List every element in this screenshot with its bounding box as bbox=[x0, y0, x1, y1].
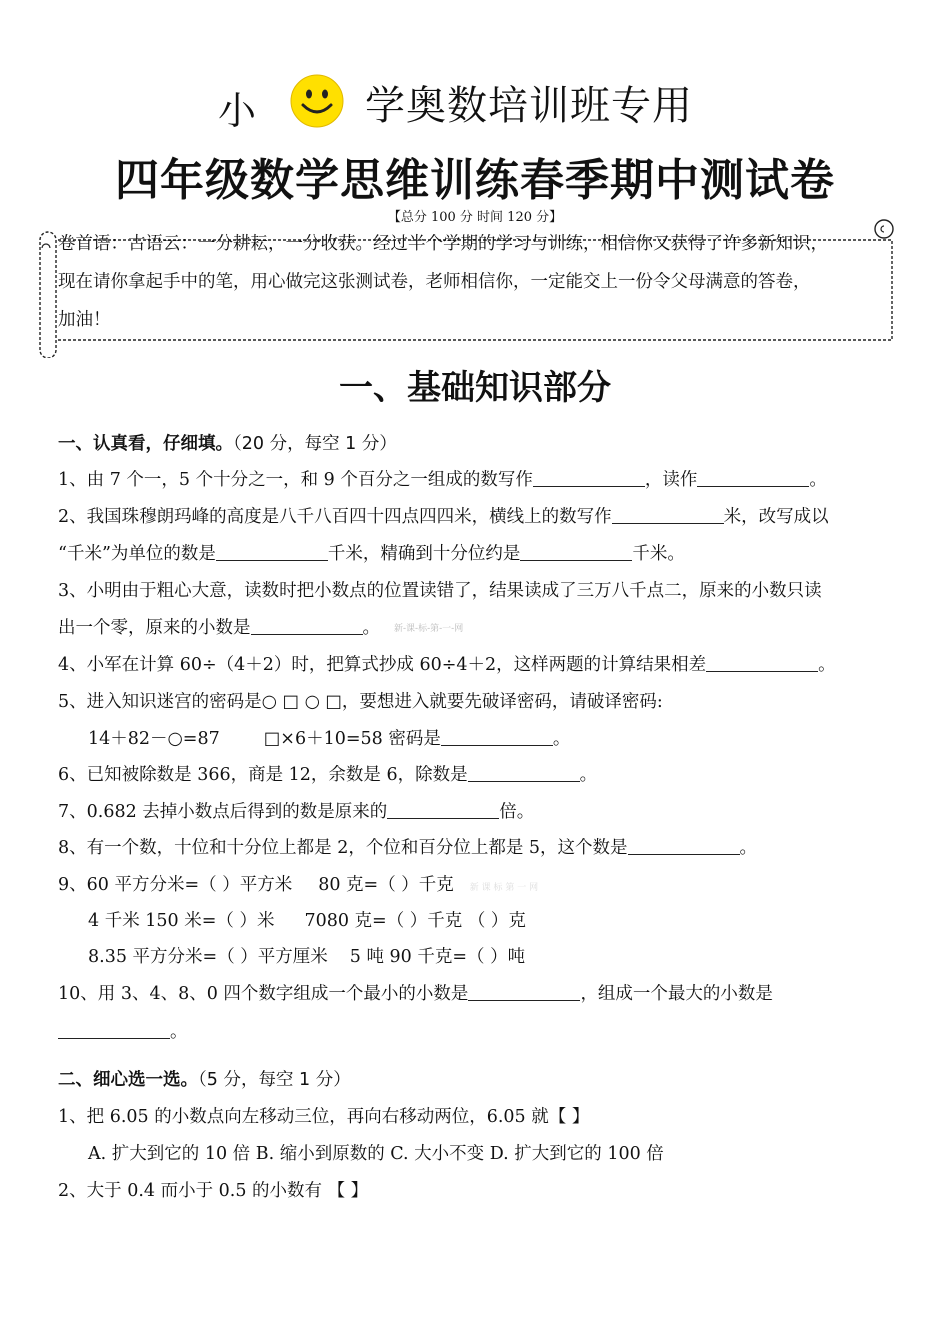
q9-item-5: 8.35 平方分米=（ ）平方厘米 bbox=[88, 947, 328, 967]
q1-end: 。 bbox=[809, 470, 827, 490]
q1-blank-1[interactable] bbox=[533, 468, 645, 487]
question-2-cont bbox=[58, 542, 685, 566]
q8-blank[interactable] bbox=[628, 836, 740, 855]
q4-end: 。 bbox=[818, 655, 836, 675]
question-8 bbox=[58, 836, 757, 860]
q8-end: 。 bbox=[739, 838, 758, 858]
question-10 bbox=[58, 982, 773, 1006]
section-1-num: 一、 bbox=[58, 434, 93, 454]
q4-blank[interactable] bbox=[706, 653, 818, 672]
choice-question-2: 2、大于 0.4 而小于 0.5 的小数有 【 】 bbox=[58, 1181, 369, 1201]
q2-text: 2、我国珠穆朗玛峰的高度是八千八百四十四点四四米，横线上的数写作 bbox=[58, 507, 612, 527]
q10-blank-2[interactable] bbox=[58, 1020, 170, 1039]
question-9 bbox=[58, 873, 538, 900]
q2-text-4: 千米，精确到十分位约是 bbox=[327, 544, 521, 564]
q9-item-2: 80 克=（ ）千克 bbox=[318, 875, 454, 895]
question-5-cont bbox=[88, 727, 570, 751]
section-2-num: 二、 bbox=[58, 1070, 93, 1090]
watermark-text-2: 新 课 标 第 一 网 bbox=[469, 883, 539, 893]
header-xiao-char: 小 bbox=[218, 89, 257, 133]
q5-eq-2: □×6＋10=58 密码是 bbox=[263, 729, 441, 749]
question-9-row-3 bbox=[88, 945, 525, 969]
smiley-icon bbox=[289, 73, 345, 129]
choice-question-1-options: A. 扩大到它的 10 倍 B. 缩小到原数的 C. 大小不变 D. 扩大到它的 100 倍 bbox=[88, 1144, 664, 1164]
question-9-row-2 bbox=[88, 909, 526, 933]
q3-blank[interactable] bbox=[251, 616, 363, 635]
question-1 bbox=[58, 468, 827, 492]
q1-blank-2[interactable] bbox=[697, 468, 809, 487]
question-3-cont bbox=[58, 616, 463, 641]
question-7 bbox=[58, 800, 534, 824]
q2-blank-3[interactable] bbox=[520, 542, 632, 561]
section-2-bold: 细心选一选。 bbox=[93, 1070, 198, 1090]
q6-end: 。 bbox=[579, 765, 598, 785]
q6-blank[interactable] bbox=[468, 763, 580, 782]
section-2-heading bbox=[58, 1068, 351, 1092]
question-5: 5、进入知识迷宫的密码是○ □ ○ □，要想进入就要先破译密码，请破译密码: bbox=[58, 692, 663, 712]
question-3: 3、小明由于粗心大意，读数时把小数点的位置读错了，结果读成了三万八千点二，原来的小数只读 bbox=[58, 581, 822, 601]
q3-text: 出一个零，原来的小数是 bbox=[58, 618, 251, 638]
q2-blank-2[interactable] bbox=[216, 542, 328, 561]
page-title: 四年级数学思维训练春季期中测试卷 bbox=[115, 155, 835, 206]
q5-end: 。 bbox=[552, 729, 571, 749]
q3-end: 。 bbox=[362, 618, 380, 638]
q9-item-3: 4 千米 150 米=（ ）米 bbox=[88, 911, 275, 931]
question-6 bbox=[58, 763, 597, 787]
part-title: 一、基础知识部分 bbox=[339, 368, 611, 408]
question-4 bbox=[58, 653, 836, 677]
q10-blank-1[interactable] bbox=[468, 982, 580, 1001]
q7-end: 倍。 bbox=[499, 802, 535, 822]
q6-text: 6、已知被除数是 366，商是 12，余数是 6，除数是 bbox=[58, 765, 468, 785]
q2-text-2: 米，改写成以 bbox=[723, 507, 829, 527]
q9-item-4: 7080 克=（ ）千克 （ ）克 bbox=[304, 911, 526, 931]
q7-text: 7、0.682 去掉小数点后得到的数是原来的 bbox=[58, 802, 388, 822]
q10-end: 。 bbox=[170, 1022, 188, 1042]
q1-text-2: ，读作 bbox=[644, 470, 698, 490]
q9-item-6: 5 吨 90 千克=（ ）吨 bbox=[349, 947, 526, 967]
question-10-cont bbox=[58, 1020, 188, 1044]
watermark-text: 新-课-标-第-一-网 bbox=[394, 624, 464, 634]
q8-text: 8、有一个数，十位和十分位上都是 2，个位和百分位上都是 5，这个数是 bbox=[58, 838, 628, 858]
choice-question-1: 1、把 6.05 的小数点向左移动三位，再向右移动两位，6.05 就【 】 bbox=[58, 1107, 590, 1127]
question-2 bbox=[58, 505, 829, 529]
q7-blank[interactable] bbox=[387, 800, 499, 819]
q10-text: 10、用 3、4、8、0 四个数字组成一个最小的小数是 bbox=[58, 984, 469, 1004]
section-1-heading bbox=[58, 432, 397, 456]
q2-blank-1[interactable] bbox=[612, 505, 724, 524]
section-2-note: （5 分，每空 1 分） bbox=[198, 1070, 351, 1090]
q4-text: 4、小军在计算 60÷（4＋2）时，把算式抄成 60÷4＋2，这样两题的计算结果相差 bbox=[58, 655, 707, 675]
q9-item-1: 9、60 平方分米=（ ）平方米 bbox=[58, 875, 293, 895]
q5-eq-1: 14＋82－○=87 bbox=[88, 729, 220, 749]
preface-line-3: 加油！ bbox=[58, 310, 111, 330]
header-subtitle: 学奥数培训班专用 bbox=[365, 83, 693, 129]
section-1-bold: 认真看，仔细填。 bbox=[93, 434, 233, 454]
score-info: 【总分 100 分 时间 120 分】 bbox=[387, 210, 563, 225]
q10-text-2: ，组成一个最大的小数是 bbox=[580, 984, 773, 1004]
q2-text-3: “千米”为单位的数是 bbox=[58, 544, 216, 564]
section-1-note: （20 分，每空 1 分） bbox=[233, 434, 397, 454]
q1-text: 1、由 7 个一，5 个十分之一，和 9 个百分之一组成的数写作 bbox=[58, 470, 533, 490]
q2-end: 千米。 bbox=[632, 544, 685, 564]
preface-line-1: 卷首语：古语云：一分耕耘，一分收获。经过半个学期的学习与训练，相信你又获得了许多新知识， bbox=[58, 234, 828, 254]
preface-line-2: 现在请你拿起手中的笔，用心做完这张测试卷，老师相信你，一定能交上一份令父母满意的答卷， bbox=[58, 272, 811, 292]
q5-blank[interactable] bbox=[441, 727, 553, 746]
